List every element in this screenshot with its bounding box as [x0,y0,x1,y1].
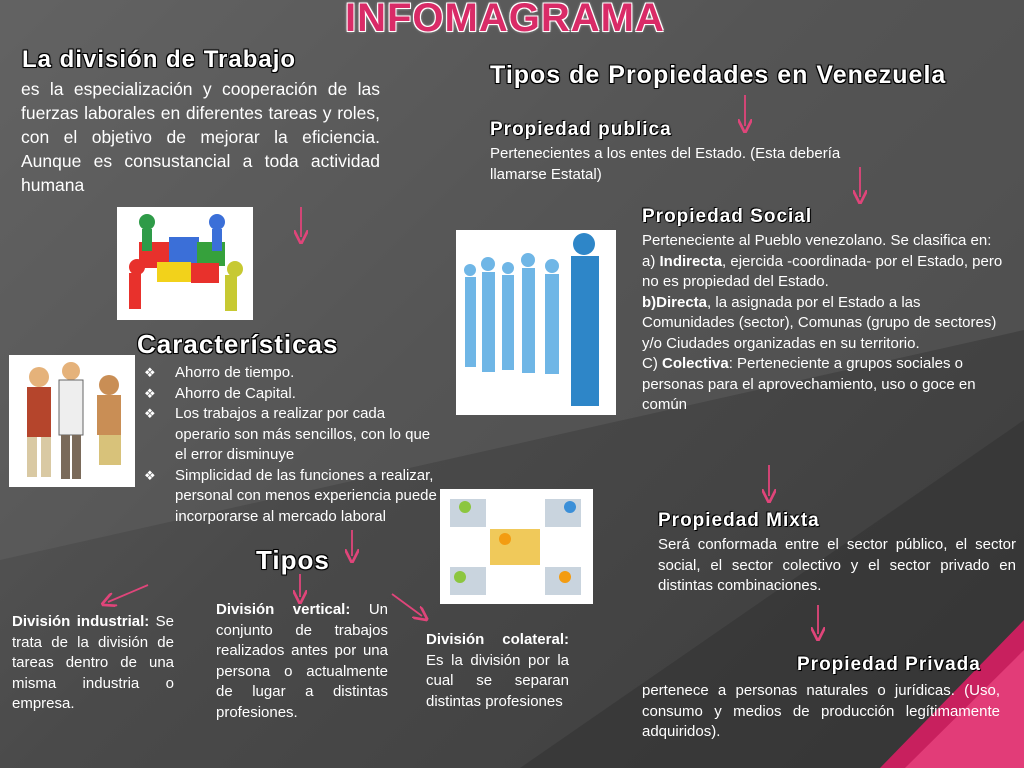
diamond-bullet-icon: ❖ [144,467,156,483]
tipos-heading: Tipos [256,545,330,575]
propiedad-social-text: Perteneciente al Pueblo venezolano. Se clasifica en: a) Indirecta, ejercida -coordinada- por el Estado, pero no es propiedad del Estado. b)Directa, la asignada por el Estado a las Comunidades (sector), Comunas (grupo de sectores) y/o Ciudades organizadas en su territorio. C) Colectiva: Perteneciente a grupos sociales o personas para el aprovechamiento, uso o goce en común [642,232,1003,413]
arrow-down-icon [392,594,422,616]
propiedades-heading: Tipos de Propiedades en Venezuela [490,61,947,89]
propiedad-privada-heading: Propiedad Privada [797,654,981,675]
list-item: ❖ Ahorro de Capital. [140,384,440,405]
list-item: ❖ Simplicidad de las funciones a realizar, personal con menos experiencia puede incorporarse al mercado laboral [144,466,437,525]
list-item: ❖ Los trabajos a realizar por cada operario son más sencillos, con lo que el error disminuye [144,405,431,463]
division-industrial: División industrial: Se trata de la división de tareas dentro de una misma industria o empresa. [12,613,175,712]
diamond-bullet-icon: ❖ [144,406,156,421]
propiedad-social-heading: Propiedad Social [642,206,813,227]
propiedad-mixta-heading: Propiedad Mixta [658,510,820,531]
propiedad-publica-text: Pertenecientes a los entes del Estado. (Esta debería llamarse Estatal) [490,145,841,183]
diamond-bullet-icon: ❖ [144,365,156,380]
division-vertical: División vertical: Un conjunto de trabajos realizados antes por una persona o actualmente de lugar a distintas profesiones. [216,601,388,721]
division-heading: La división de Trabajo [22,46,297,73]
propiedad-mixta-text: Será conformada entre el sector público, el sector social, el sector colectivo y el sector privado en distintas combinaciones. [658,536,1016,594]
page-title: INFOMAGRAMA [345,0,665,40]
division-colateral: División colateral: Es la división por la cual se separan distintas profesiones [426,631,569,710]
propiedad-publica-heading: Propiedad publica [490,119,672,140]
arrow-down-icon [108,585,148,602]
division-text: es la especialización y cooperación de las fuerzas laborales en diferentes tareas y roles, con el objetivo de mejorar la eficiencia. Aunque es consustancial a toda actividad humana [21,79,380,195]
list-item: ❖ Ahorro de tiempo. [140,363,440,384]
propiedad-privada-text: pertenece a personas naturales o jurídicas. (Uso, consumo y medios de producción legítimamente adquiridos). [642,682,1000,740]
caracteristicas-heading: Características [137,329,339,359]
diamond-bullet-icon: ❖ [144,385,156,401]
